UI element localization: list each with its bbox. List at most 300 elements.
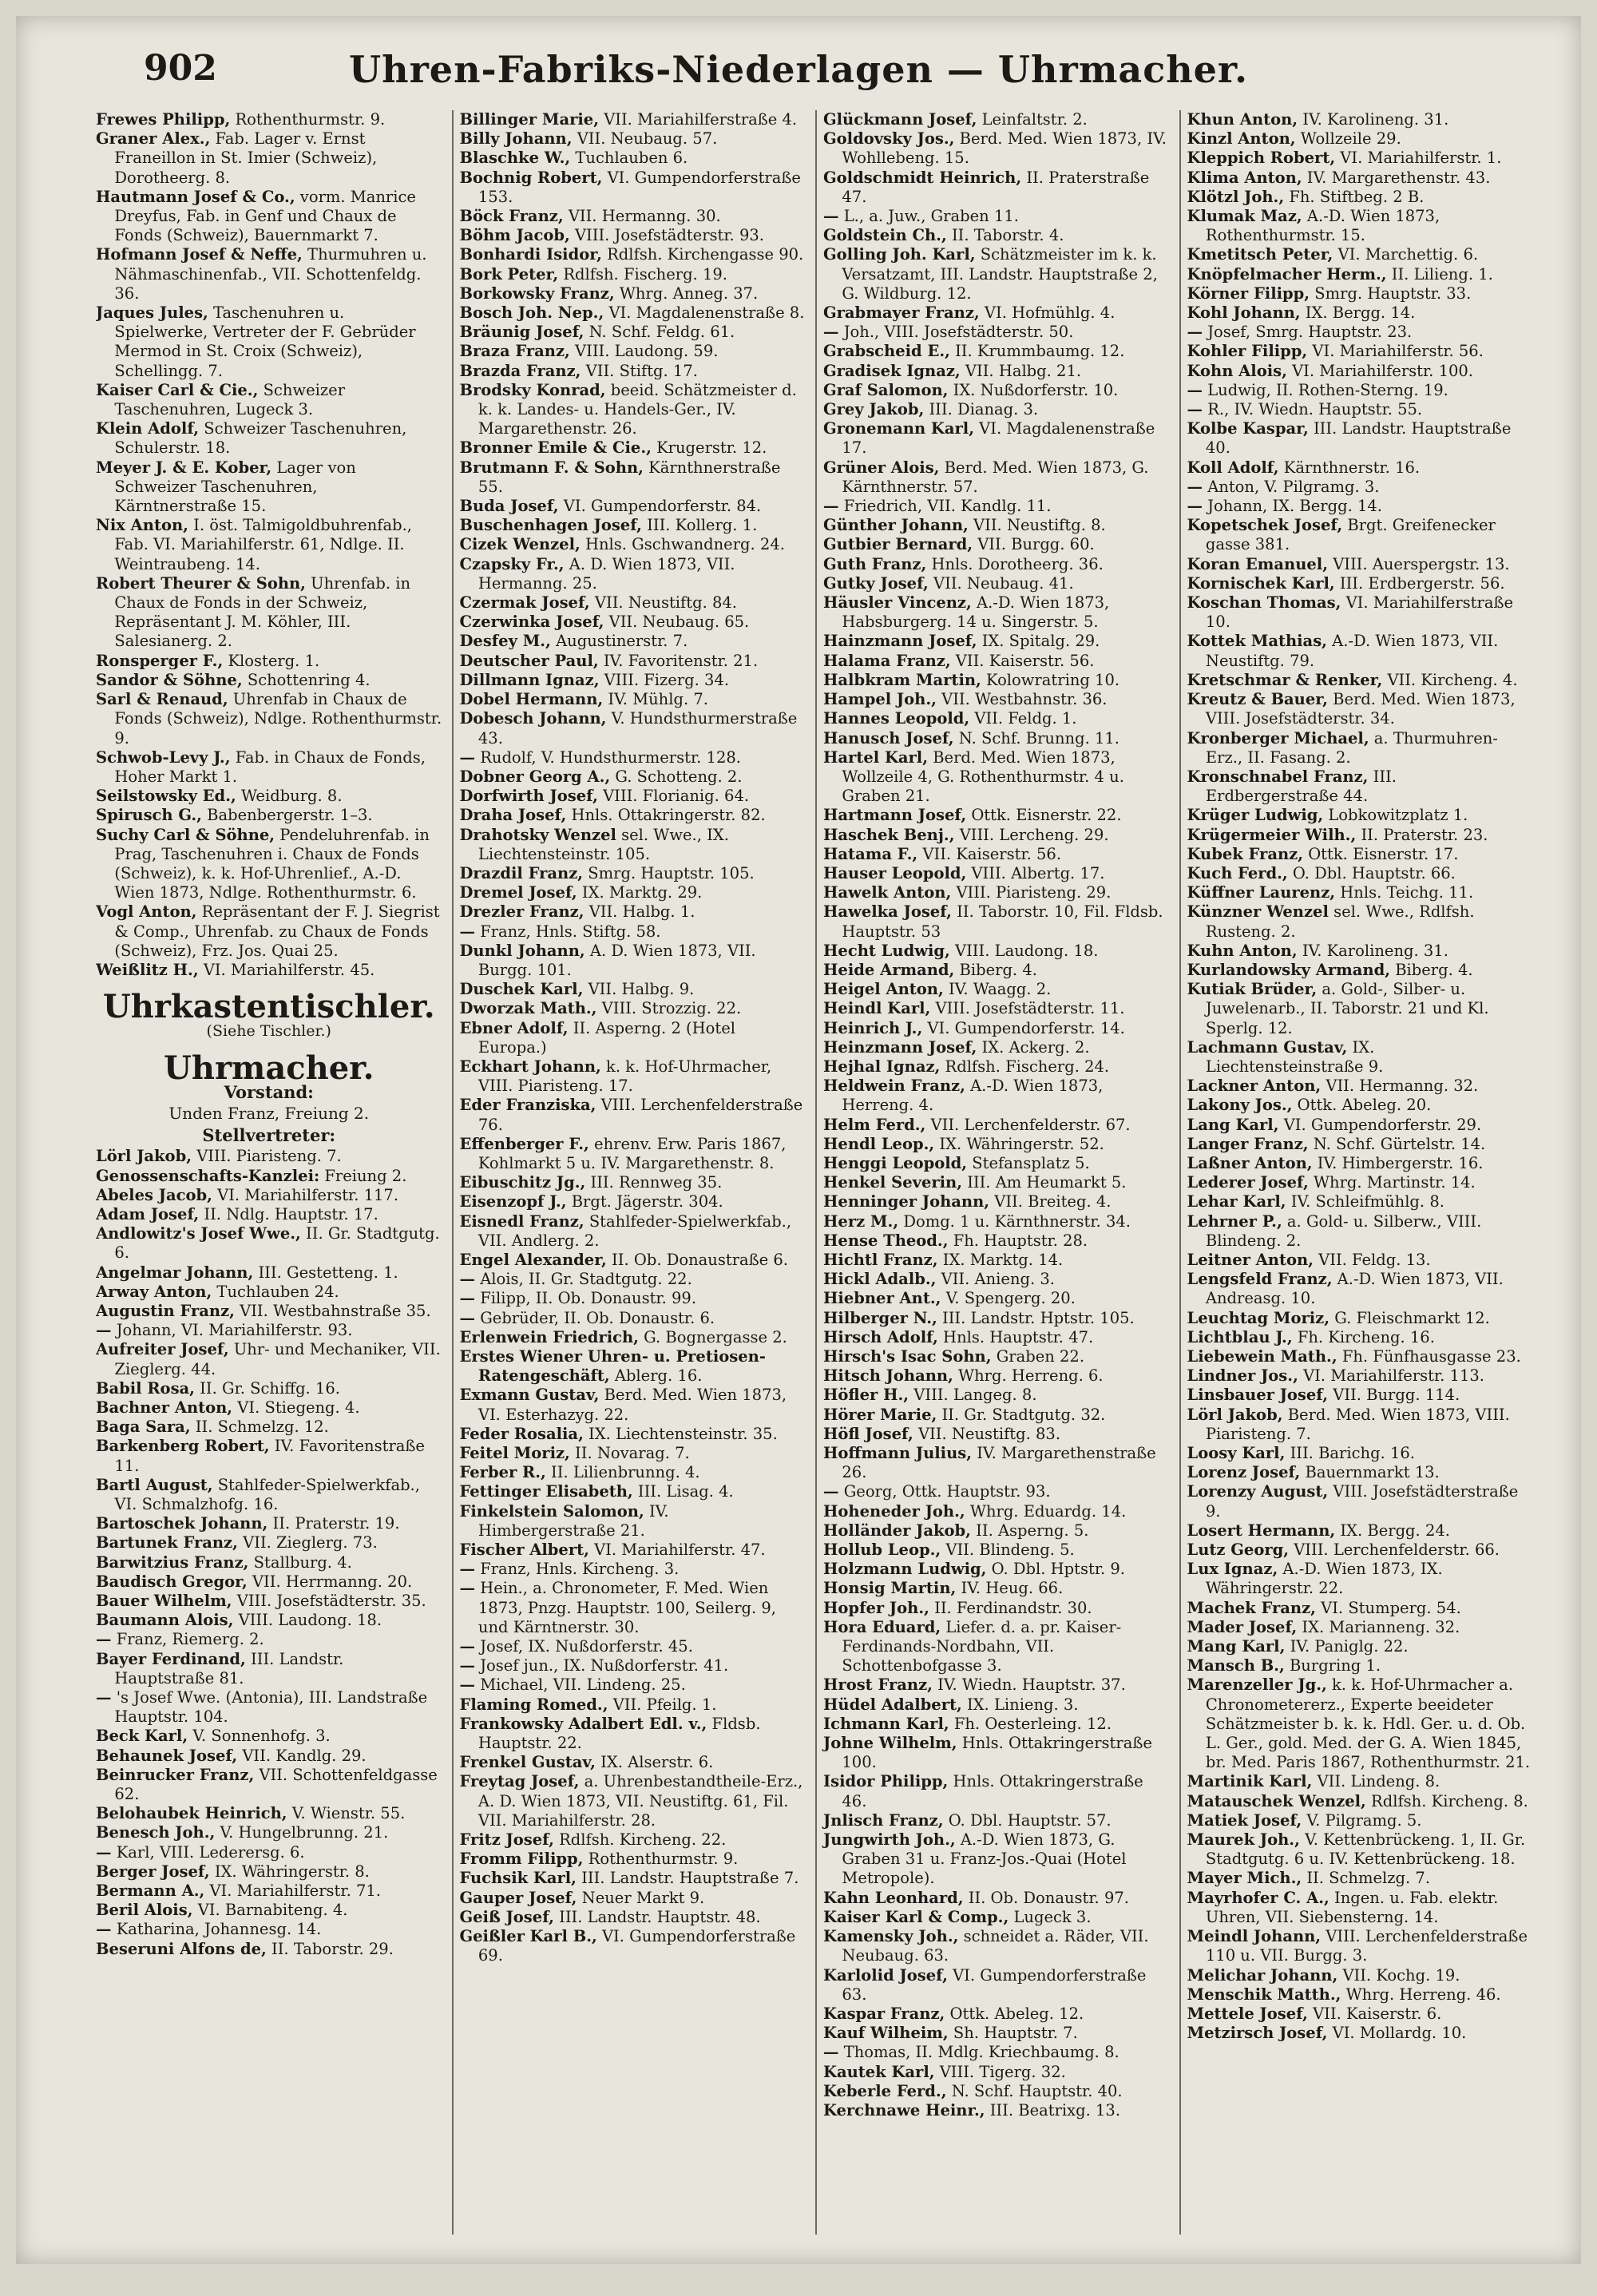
entry-name: Bräunig Josef, <box>459 323 585 342</box>
entry-details: k. k. Hof-Uhrmacher, VIII. Piaristeng. 17. <box>478 1057 772 1096</box>
entry-name: Grüner Alois, <box>823 458 940 477</box>
entry-name: Lakony Jos., <box>1187 1096 1293 1115</box>
directory-entry <box>1187 1328 1534 1347</box>
entry-name: Hatama F., <box>823 844 918 863</box>
entry-name: Eisenzopf J., <box>459 1192 567 1211</box>
directory-entry <box>823 342 1170 361</box>
entry-details: II. Taborstr. 10, Fil. Fldsb. Hauptstr. 53 <box>842 902 1163 941</box>
entry-details: II. Taborstr. 4. <box>946 226 1064 245</box>
directory-entry <box>96 419 442 458</box>
directory-entry <box>1187 342 1534 361</box>
entry-name: Bartl August, <box>96 1475 213 1494</box>
entry-details: Georg, Ottk. Hauptstr. 93. <box>838 1482 1051 1501</box>
entry-name: Erstes Wiener Uhren- u. Pretiosen-Ratengeschäft, <box>459 1347 766 1386</box>
directory-entry <box>1187 110 1534 129</box>
entry-name: Karlolid Josef, <box>823 1965 948 1985</box>
directory-entry <box>96 1205 442 1224</box>
entry-name: Schwob-Levy J., <box>96 747 231 767</box>
directory-entry <box>460 999 806 1018</box>
directory-entry <box>1187 961 1534 980</box>
entry-details: IX. Liechtensteinstr. 35. <box>583 1424 778 1443</box>
directory-entry <box>823 1908 1170 1927</box>
directory-entry <box>460 265 806 284</box>
entry-details: VI. Gumpendorferstraße 63. <box>842 1965 1147 2004</box>
entry-name: Bartunek Franz, <box>96 1533 238 1552</box>
directory-entry <box>1187 883 1534 902</box>
entry-details: III. Landstr. Hauptstraße 40. <box>1205 419 1512 458</box>
entry-name: Deutscher Paul, <box>459 651 599 670</box>
entry-name: Fischer Albert, <box>459 1541 589 1560</box>
directory-entry <box>460 110 806 129</box>
entry-name: Bartoschek Johann, <box>96 1514 268 1533</box>
directory-page <box>16 16 1581 2264</box>
entry-name: Laßner Anton, <box>1187 1153 1313 1172</box>
entry-name: Böck Franz, <box>459 207 564 226</box>
directory-entry <box>823 1057 1170 1077</box>
directory-entry <box>823 1927 1170 1965</box>
entry-details: II. Novarag. 7. <box>569 1444 690 1463</box>
entry-details: VIII. Josefstädterstr. 93. <box>569 226 764 245</box>
directory-entry <box>823 1231 1170 1251</box>
directory-entry <box>460 942 806 980</box>
directory-entry <box>1187 555 1534 574</box>
entry-details: Taschenuhren u. Spielwerke, Vertreter der F. Gebrüder Mermod in St. Croix (Schweiz), Schellingg. 7. <box>114 303 416 380</box>
directory-entry <box>96 826 442 903</box>
directory-entry <box>1187 1309 1534 1328</box>
entry-name: Halama Franz, <box>823 651 951 670</box>
directory-entry <box>96 1592 442 1611</box>
directory-entry <box>823 1289 1170 1308</box>
entry-name: Golling Joh. Karl, <box>823 245 976 264</box>
entry-details: Kärnthnerstr. 16. <box>1278 458 1421 477</box>
entry-name: Losert Hermann, <box>1187 1521 1336 1540</box>
entry-details: A.-D. Wien 1873, Habsburgerg. 14 u. Singerstr. 5. <box>842 593 1110 632</box>
directory-entry <box>823 1889 1170 1908</box>
entry-details: Berd. Med. Wien 1873, Wollzeile 4, G. Rothenthurmstr. 4 u. Graben 21. <box>842 747 1124 806</box>
entry-details: A.-D. Wien 1873, Herreng. 4. <box>842 1077 1104 1115</box>
entry-details: VII. Kaiserstr. 6. <box>1307 2004 1442 2023</box>
entry-name: Goldovsky Jos., <box>823 129 955 149</box>
directory-entry <box>1187 942 1534 961</box>
directory-entry <box>460 652 806 671</box>
entry-details: IV. Margarethenstr. 43. <box>1302 168 1491 187</box>
entry-details: Sh. Hauptstr. 7. <box>948 2024 1078 2043</box>
entry-details: Josef, IX. Nußdorferstr. 45. <box>475 1637 693 1656</box>
entry-name: Guth Franz, <box>823 554 927 573</box>
entry-name: Meindl Johann, <box>1187 1927 1322 1946</box>
entry-name: Frankowsky Adalbert Edl. v., <box>459 1714 707 1733</box>
entry-details: Rdlfsh. Kirchengasse 90. <box>601 245 804 264</box>
entry-name: Lörl Jakob, <box>96 1147 192 1166</box>
entry-details: Rdlfsh. Fischerg. 24. <box>940 1057 1110 1076</box>
entry-name: Frewes Philipp, <box>96 110 231 129</box>
directory-entry <box>96 1940 442 1959</box>
directory-entry <box>823 826 1170 845</box>
directory-entry <box>823 1019 1170 1038</box>
entry-name: Hannes Leopold, <box>823 709 970 728</box>
entry-name: Langer Franz, <box>1187 1134 1309 1153</box>
entry-details: VI. Mollardg. 10. <box>1327 2024 1467 2043</box>
entry-details: Stahlfeder-Spielwerkfab., VII. Andlerg. 2. <box>478 1211 792 1250</box>
entry-name: Gradisek Ignaz, <box>823 361 961 380</box>
entry-name: Hecht Ludwig, <box>823 941 950 960</box>
directory-entry <box>1187 1521 1534 1541</box>
directory-entry <box>460 1096 806 1134</box>
entry-details: III. Lisag. 4. <box>632 1482 734 1501</box>
entry-name: Kaiser Carl & Cie., <box>96 380 259 399</box>
entry-details: Fh. Oesterleing. 12. <box>949 1714 1112 1733</box>
entry-name: Eisnedl Franz, <box>459 1211 585 1231</box>
directory-entry <box>1187 1772 1534 1791</box>
entry-details: L., a. Juw., Graben 11. <box>838 207 1019 226</box>
entry-name: Kaiser Karl & Comp., <box>823 1907 1009 1926</box>
directory-entry <box>823 1966 1170 2005</box>
entry-name: Metzirsch Josef, <box>1187 2024 1328 2043</box>
entry-name: Frenkel Gustav, <box>459 1753 596 1772</box>
entry-details: IV. Favoritenstr. 21. <box>598 651 759 670</box>
directory-entry <box>823 1135 1170 1154</box>
directory-entry <box>1187 1927 1534 1965</box>
entry-details: VI. Gumpendorferstraße 153. <box>478 168 801 206</box>
entry-details: VII. Kircheng. 4. <box>1382 670 1518 689</box>
entry-name: Hendl Leop., <box>823 1134 935 1153</box>
entry-details: VII. Feldg. 1. <box>969 709 1077 728</box>
directory-entry <box>1187 1270 1534 1308</box>
entry-details: Rdlfsh. Fischerg. 19. <box>558 264 727 284</box>
entry-details: VII. Hermanng. 32. <box>1321 1077 1479 1096</box>
entry-details: Rdlfsh. Kircheng. 22. <box>553 1830 727 1850</box>
directory-entry <box>1187 1251 1534 1270</box>
directory-entry <box>96 1167 442 1186</box>
entry-details: IV. Himbergerstraße 21. <box>478 1501 669 1540</box>
entry-name: Nix Anton, <box>96 516 188 535</box>
entry-name: Halbkram Martin, <box>823 670 981 689</box>
directory-entry <box>96 748 442 787</box>
entry-name: Mang Karl, <box>1187 1637 1286 1656</box>
entry-name: Heinrich J., <box>823 1018 923 1037</box>
directory-entry <box>1187 1154 1534 1173</box>
entry-details: G. Bognergasse 2. <box>638 1327 787 1346</box>
directory-entry <box>460 1212 806 1251</box>
directory-entry <box>460 1251 806 1270</box>
entry-name: Hora Eduard, <box>823 1617 941 1636</box>
directory-entry <box>96 961 442 980</box>
entry-details: A.-D. Wien 1873, VII. Neustiftg. 79. <box>1205 632 1499 670</box>
directory-entry <box>1187 1560 1534 1598</box>
entry-name: Leuchtag Moriz, <box>1187 1308 1330 1327</box>
entry-details: Hnls. Teichg. 11. <box>1335 883 1474 902</box>
directory-entry <box>1187 419 1534 458</box>
entry-details: Whrg. Eduardg. 14. <box>965 1501 1127 1521</box>
column-2 <box>452 110 806 2235</box>
directory-entry <box>460 806 806 825</box>
directory-entry <box>460 1541 806 1560</box>
directory-entry <box>1187 1212 1534 1251</box>
entry-details: VI. Mariahilferstr. 117. <box>212 1185 399 1204</box>
entry-name: Benesch Joh., <box>96 1823 216 1842</box>
entry-name: Dworzak Math., <box>459 999 597 1018</box>
entry-details: VII. Lindeng. 8. <box>1312 1772 1440 1791</box>
directory-entry <box>1187 1637 1534 1656</box>
entry-name: Khun Anton, <box>1187 110 1298 129</box>
entry-details: ehrenv. Erw. Paris 1867, Kohlmarkt 5 u. IV. Margarethenstr. 8. <box>478 1134 787 1172</box>
entry-details: O. Dbl. Hptstr. 9. <box>986 1560 1126 1579</box>
entry-name: Fritz Josef, <box>459 1830 554 1850</box>
directory-entry <box>1187 1077 1534 1096</box>
entry-details: III. Erdbergerstraße 44. <box>1205 767 1397 806</box>
entry-details: IX. Alserstr. 6. <box>595 1753 714 1772</box>
directory-entry <box>1187 593 1534 632</box>
entry-name: Grabscheid E., <box>823 342 950 361</box>
entry-details: IV. Wiedn. Hauptstr. 37. <box>932 1675 1126 1695</box>
entry-name: Kautek Karl, <box>823 2062 935 2081</box>
entry-name: Kreutz & Bauer, <box>1187 690 1328 709</box>
entry-details: IX. Währingerstr. 52. <box>934 1134 1104 1153</box>
entry-details: VIII. Albertg. 17. <box>966 863 1105 882</box>
entry-details: Berd. Med. Wien 1873, VI. Esterhazyg. 22. <box>478 1386 787 1424</box>
directory-entry <box>460 1560 806 1579</box>
entry-details: VI. Mariahilferstr. 47. <box>588 1541 766 1560</box>
entry-details: Michael, VII. Lindeng. 25. <box>475 1675 686 1695</box>
entry-name: Lutz Georg, <box>1187 1541 1290 1560</box>
entry-name: Geißler Karl B., <box>459 1927 597 1946</box>
entry-details: Schweizer Taschenuhren, Lugeck 3. <box>114 380 346 419</box>
entry-details: N. Schf. Brunng. 11. <box>953 728 1119 747</box>
entry-details: IX. Ackerg. 2. <box>977 1037 1090 1057</box>
entry-details: VII. Breiteg. 4. <box>989 1192 1112 1211</box>
entry-details: IV. Paniglg. 22. <box>1285 1637 1409 1656</box>
directory-entry <box>460 1753 806 1772</box>
directory-entry <box>96 458 442 517</box>
directory-entry <box>823 1482 1170 1501</box>
entry-list-3 <box>823 110 1170 2120</box>
directory-entry <box>1187 826 1534 845</box>
entry-details: Hnls. Ottakringerstraße 100. <box>842 1734 1152 1772</box>
entry-name: — <box>96 1688 112 1707</box>
directory-entry <box>460 1908 806 1927</box>
entry-details: Hnls. Ottakringerstraße 46. <box>842 1772 1143 1810</box>
entry-name: Kohl Johann, <box>1187 303 1301 323</box>
entry-name: Bosch Joh. Nep., <box>459 303 604 323</box>
stellvertreter-label: Stellvertreter: <box>202 1125 336 1146</box>
entry-details: IV. Waagg. 2. <box>943 980 1052 999</box>
entry-name: Meyer J. & E. Kober, <box>96 458 272 477</box>
directory-entry <box>96 1186 442 1205</box>
entry-name: Effenberger F., <box>459 1134 589 1153</box>
entry-name: Krüger Ludwig, <box>1187 806 1324 825</box>
directory-entry <box>460 207 806 226</box>
entry-name: Lehar Karl, <box>1187 1192 1286 1211</box>
directory-entry <box>1187 265 1534 284</box>
directory-entry <box>823 961 1170 980</box>
directory-entry <box>460 1502 806 1541</box>
entry-name: Böhm Jacob, <box>459 226 570 245</box>
directory-entry <box>823 1425 1170 1444</box>
entry-name: Dillmann Ignaz, <box>459 670 600 689</box>
directory-entry <box>1187 1811 1534 1830</box>
directory-entry <box>96 516 442 574</box>
entry-details: R., IV. Wiedn. Hauptstr. 55. <box>1203 400 1423 419</box>
entry-details: II. Gr. Schiffg. 16. <box>194 1378 340 1398</box>
directory-entry <box>1187 188 1534 207</box>
entry-name: Liebewein Math., <box>1187 1347 1337 1366</box>
entry-name: Klumak Maz, <box>1187 207 1302 226</box>
entry-name: Graf Salomon, <box>823 380 949 399</box>
entry-name: Kronschnabel Franz, <box>1187 767 1369 786</box>
vorstand-line: Unden Franz, Freiung 2. <box>168 1103 370 1123</box>
directory-entry <box>1187 1135 1534 1154</box>
entry-details: II. Schmelzg. 12. <box>190 1418 329 1437</box>
directory-entry <box>1187 729 1534 767</box>
entry-name: Baga Sara, <box>96 1418 191 1437</box>
entry-name: Weißlitz H., <box>96 960 199 979</box>
entry-details: VI. Mariahilferstr. 113. <box>1298 1366 1484 1386</box>
entry-name: — <box>459 922 475 941</box>
entry-details: VI. Mariahilferstr. 45. <box>198 960 375 979</box>
entry-details: Thomas, II. Mdlg. Kriechbaumg. 8. <box>838 2043 1119 2062</box>
entry-details: II. Praterstr. 23. <box>1356 825 1488 844</box>
entry-details: V. Hungelbrunng. 21. <box>215 1823 389 1842</box>
directory-entry <box>1187 1386 1534 1405</box>
directory-entry <box>823 1366 1170 1386</box>
entry-details: VII. Halbg. 9. <box>583 980 695 999</box>
entry-details: Ludwig, II. Rothen-Sterng. 19. <box>1203 380 1448 399</box>
entry-name: — <box>823 2043 839 2062</box>
entry-name: Kohn Alois, <box>1187 361 1287 380</box>
entry-details: 's Josef Wwe. (Antonia), III. Landstraße Hauptstr. 104. <box>111 1688 428 1727</box>
entry-details: Fh. Hauptstr. 28. <box>948 1231 1088 1250</box>
entry-details: VI. Magdalenenstraße 8. <box>604 303 805 323</box>
directory-entry <box>96 1340 442 1378</box>
directory-entry <box>460 632 806 651</box>
running-title: Uhren-Fabriks-Niederlagen — Uhrmacher. <box>349 48 1248 91</box>
entry-details: IX. Bergg. 24. <box>1335 1521 1450 1540</box>
entry-details: VIII. Josefstädterstraße 9. <box>1205 1482 1519 1521</box>
entry-name: Jaques Jules, <box>96 303 208 323</box>
entry-name: Martinik Karl, <box>1187 1772 1313 1791</box>
entry-name: Hickl Adalb., <box>823 1270 937 1289</box>
entry-name: Kmetitsch Peter, <box>1187 245 1333 264</box>
directory-entry <box>1187 1444 1534 1463</box>
entry-details: A.-D. Wien 1873, G. Graben 31 u. Franz-Jos.-Quai (Hotel Metropole). <box>842 1830 1127 1888</box>
entry-name: Kerchnawe Heinr., <box>823 2100 985 2120</box>
entry-details: Anton, V. Pilgramg. 3. <box>1203 477 1380 496</box>
entry-details: Klosterg. 1. <box>223 651 320 670</box>
entry-name: Drahotsky Wenzel <box>459 825 616 844</box>
entry-name: — <box>96 1842 112 1862</box>
directory-entry <box>460 438 806 458</box>
entry-name: Lux Ignaz, <box>1187 1560 1278 1579</box>
directory-entry <box>823 593 1170 632</box>
entry-name: Fettinger Elisabeth, <box>459 1482 633 1501</box>
entry-details: IV. Margarethenstraße 26. <box>842 1444 1156 1482</box>
directory-entry <box>460 593 806 613</box>
directory-entry <box>823 671 1170 690</box>
entry-details: IV. Heug. 66. <box>956 1579 1064 1598</box>
entry-details: VII. Herrmanng. 20. <box>247 1572 413 1591</box>
entry-name: Hirsch Adolf, <box>823 1327 938 1346</box>
directory-entry <box>460 613 806 632</box>
directory-entry <box>460 1463 806 1482</box>
entry-details: Smrg. Hauptstr. 105. <box>583 863 755 882</box>
entry-details: VIII. Laudong. 18. <box>949 941 1099 960</box>
directory-entry <box>460 1173 806 1192</box>
entry-name: Bayer Ferdinand, <box>96 1649 246 1668</box>
entry-name: Henggi Leopold, <box>823 1153 968 1172</box>
entry-details: VIII. Lerchenfelderstraße 110 u. VII. Burgg. 3. <box>1205 1927 1528 1965</box>
entry-details: VII. Kochg. 19. <box>1337 1965 1460 1985</box>
entry-details: VII. Burgg. 60. <box>973 535 1095 554</box>
directory-entry <box>460 1889 806 1908</box>
directory-entry <box>96 1553 442 1572</box>
entry-name: Heide Armand, <box>823 960 955 979</box>
directory-entry <box>460 516 806 535</box>
directory-entry <box>460 1328 806 1347</box>
entry-name: Lachmann Gustav, <box>1187 1037 1348 1057</box>
entry-details: VII. Blindeng. 5. <box>941 1541 1075 1560</box>
directory-entry <box>823 458 1170 497</box>
directory-entry <box>823 381 1170 400</box>
vorstand-label: Vorstand: <box>224 1081 314 1102</box>
directory-entry <box>1187 806 1534 825</box>
directory-entry <box>1187 381 1534 400</box>
entry-name: Kuch Ferd., <box>1187 863 1288 882</box>
entry-details: Stallburg. 4. <box>248 1552 352 1572</box>
entry-details: IX. Marktg. 14. <box>937 1250 1064 1269</box>
directory-entry <box>823 129 1170 168</box>
entry-details: III. Kollerg. 1. <box>641 516 758 535</box>
entry-name: Maurek Joh., <box>1187 1830 1300 1850</box>
entry-name: Bochnig Robert, <box>459 168 603 187</box>
entry-name: Heldwein Franz, <box>823 1077 965 1096</box>
directory-entry <box>823 1386 1170 1405</box>
entry-details: VI. Mariahilferstr. 100. <box>1286 361 1473 380</box>
directory-entry <box>96 1224 442 1263</box>
entry-name: Spirusch G., <box>96 806 202 825</box>
directory-entry <box>823 1772 1170 1810</box>
entry-name: Baudisch Gregor, <box>96 1572 248 1591</box>
entry-details: VII. Stiftg. 17. <box>581 361 698 380</box>
directory-entry <box>96 1727 442 1746</box>
entry-name: Andlowitz's Josef Wwe., <box>96 1224 301 1243</box>
entry-details: IX. Liechtensteinstraße 9. <box>1205 1037 1384 1076</box>
directory-entry <box>460 555 806 593</box>
directory-entry <box>1187 1096 1534 1115</box>
directory-entry <box>1187 1618 1534 1637</box>
directory-entry <box>96 787 442 806</box>
entry-name: — <box>459 1270 475 1289</box>
directory-entry <box>96 188 442 246</box>
entry-details: Fh. Kircheng. 16. <box>1292 1327 1435 1346</box>
directory-entry <box>460 149 806 168</box>
directory-entry <box>823 110 1170 129</box>
entry-details: VI. Gumpendorferstr. 29. <box>1278 1115 1482 1134</box>
entry-details: Babenbergerstr. 1–3. <box>201 806 373 825</box>
entry-details: O. Dbl. Hauptstr. 57. <box>943 1810 1112 1830</box>
directory-entry <box>823 748 1170 807</box>
directory-entry <box>1187 1656 1534 1675</box>
entry-name: Hejhal Ignaz, <box>823 1057 941 1076</box>
directory-entry <box>1187 2024 1534 2043</box>
directory-entry <box>96 1533 442 1552</box>
entry-name: Buschenhagen Josef, <box>459 516 642 535</box>
directory-entry <box>460 458 806 497</box>
entry-details: Bauernmarkt 13. <box>1300 1463 1440 1482</box>
entry-name: Lindner Jos., <box>1187 1366 1298 1386</box>
entry-details: Gebrüder, II. Ob. Donaustr. 6. <box>475 1308 715 1327</box>
entry-details: N. Schf. Gürtelstr. 14. <box>1308 1134 1486 1153</box>
entry-name: Beinrucker Franz, <box>96 1765 255 1784</box>
